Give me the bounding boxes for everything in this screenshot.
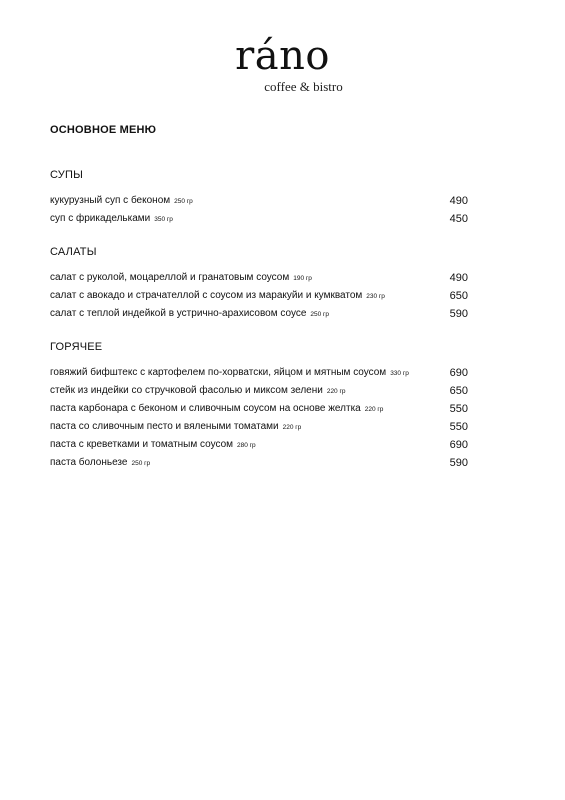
menu-item: [50, 194, 470, 212]
item-name: салат с руколой, моцареллой и гранатовым соусом: [50, 272, 290, 283]
menu-item: [50, 438, 470, 456]
item-name: паста с креветками и томатным соусом: [50, 439, 234, 450]
menu-item: [50, 289, 470, 307]
item-name: кукурузный суп с беконом: [50, 195, 171, 206]
item-price: 590: [449, 457, 468, 469]
item-name: салат с авокадо и страчателлой с соусом из маракуйи и кумкватом: [50, 290, 363, 301]
item-price: 690: [449, 367, 468, 379]
item-price: 650: [449, 290, 468, 302]
item-name: стейк из индейки со стручковой фасолью и миксом зелени: [50, 385, 323, 396]
item-weight: 250 гр: [174, 198, 193, 205]
item-weight: 280 гр: [237, 442, 256, 449]
item-weight: 250 гр: [310, 311, 330, 318]
item-name: суп с фрикадельками: [50, 213, 151, 224]
item-price: 550: [449, 421, 468, 433]
item-price: 550: [449, 403, 468, 415]
menu-item: [50, 384, 470, 402]
menu-item: [50, 271, 470, 289]
item-price: 690: [449, 439, 468, 451]
item-price: 490: [449, 195, 468, 207]
item-weight: 250 гр: [131, 460, 151, 467]
menu-item: [50, 456, 470, 474]
menu-item: [50, 402, 470, 420]
menu-item: [50, 307, 470, 325]
item-price: 590: [449, 308, 468, 320]
section-title: САЛАТЫ: [50, 246, 97, 258]
logo: [0, 34, 565, 94]
item-price: 650: [449, 385, 468, 397]
section-hot-dishes: [50, 340, 470, 474]
item-weight: 220 гр: [364, 406, 384, 413]
item-name: салат с теплой индейкой в устрично-арахисовом соусе: [50, 308, 307, 319]
logo-name: ráno: [235, 33, 330, 79]
item-price: 490: [449, 272, 468, 284]
section-salads: [50, 245, 470, 325]
section-title: ГОРЯЧЕЕ: [50, 341, 103, 353]
menu-item: [50, 366, 470, 384]
item-name: паста со сливочным песто и вялеными томатами: [50, 421, 279, 432]
item-name: паста болоньезе: [50, 457, 128, 468]
item-name: паста карбонара с беконом и сливочным соусом на основе желтка: [50, 403, 361, 414]
item-weight: 220 гр: [326, 388, 346, 395]
menu-item: [50, 212, 470, 230]
item-weight: 190 гр: [293, 275, 312, 282]
item-weight: 350 гр: [154, 216, 173, 223]
item-price: 450: [449, 213, 468, 225]
item-name: говяжий бифштекс с картофелем по-хорватски, яйцом и мятным соусом: [50, 367, 387, 378]
section-title: СУПЫ: [50, 169, 84, 181]
section-soups: [50, 168, 470, 230]
menu-title: ОСНОВНОЕ МЕНЮ: [50, 124, 157, 136]
menu-item: [50, 420, 470, 438]
item-weight: 330 гр: [390, 370, 409, 377]
logo-tagline: coffee & bistro: [264, 79, 343, 94]
item-weight: 220 гр: [282, 424, 302, 431]
item-weight: 230 гр: [366, 293, 385, 300]
